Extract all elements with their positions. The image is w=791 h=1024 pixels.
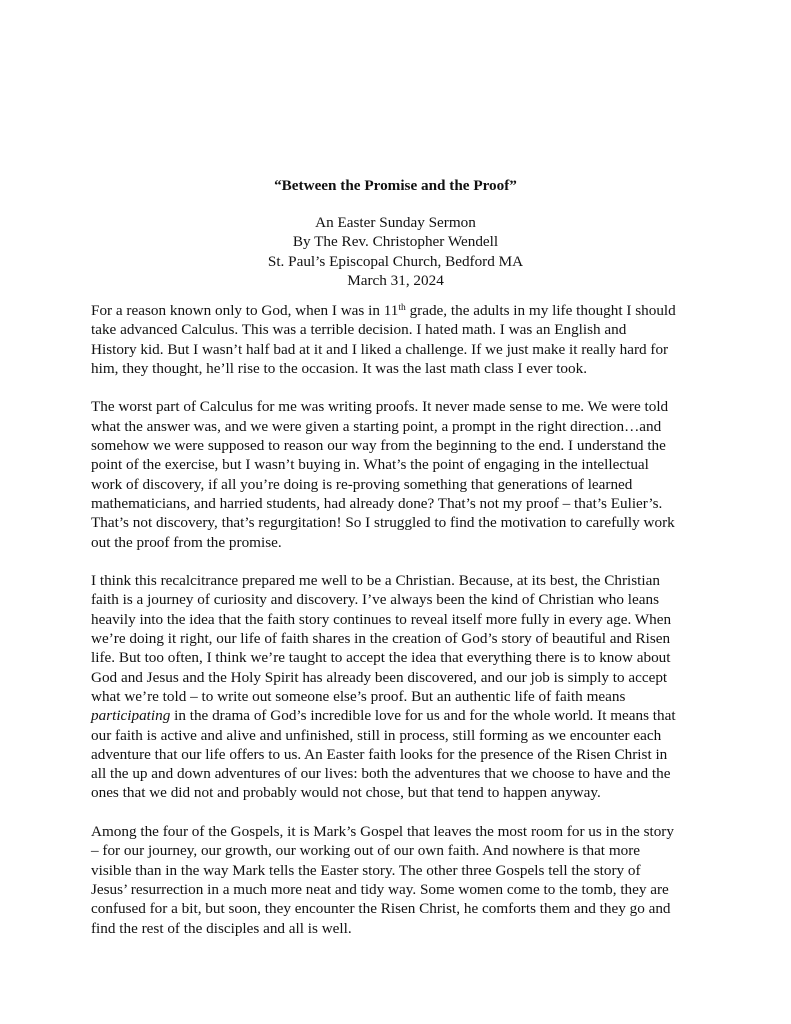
text-line: That’s not discovery, that’s regurgitation! So I struggled to find the motivation to carefully work [91, 514, 675, 532]
text-line: visible than in the way Mark tells the Easter story. The other three Gospels tell the story of [91, 861, 641, 879]
text-line: we’re doing it right, our life of faith shares in the creation of God’s story of beautiful and Risen [91, 630, 671, 648]
text-line: out the proof from the promise. [91, 533, 282, 551]
text-line: ones that we did not and probably would not chose, but that tend to happen anyway. [91, 784, 601, 802]
text-line: work of discovery, if all you’re doing is re-proving something that generations of learned [91, 475, 633, 493]
sermon-author: By The Rev. Christopher Wendell [292, 233, 499, 251]
text-line: The worst part of Calculus for me was writing proofs. It never made sense to me. We were told [91, 398, 669, 416]
sermon-subtitle: An Easter Sunday Sermon [315, 214, 476, 231]
text-line: confused for a bit, but soon, they encounter the Risen Christ, he comforts them and they go and [91, 900, 671, 918]
sermon-church: St. Paul’s Episcopal Church, Bedford MA [267, 252, 524, 270]
text-line: what the answer was, and we were given a starting point, a prompt in the right direction…and [91, 417, 662, 435]
sermon-title: “Between the Promise and the Proof” [274, 177, 517, 194]
text-line: point of the exercise, but I wasn’t buying in. What’s the point of engaging in the intellectual [91, 456, 649, 474]
text-line: Among the four of the Gospels, it is Mark’s Gospel that leaves the most room for us in the story [91, 823, 674, 841]
text-line: faith is a journey of curiosity and discovery. I’ve always been the kind of Christian who leans [91, 591, 659, 609]
paragraph-4 [91, 822, 731, 938]
text-line: life. But too often, I think we’re taught to accept the idea that everything there is to know about [91, 649, 671, 667]
superscript: th [398, 303, 406, 313]
text-line [91, 706, 731, 725]
text-line: mathematicians, and harried students, had already done? That’s not my proof – that’s Eulier’s. [91, 494, 663, 512]
text-line: what we’re told – to write out someone else’s proof. But an authentic life of faith means [91, 687, 626, 705]
text-line: adventure that our life offers to us. An Easter faith looks for the presence of the Risen Christ in [91, 745, 668, 763]
paragraph-2 [91, 397, 731, 551]
text-run: in the drama of God’s incredible love for us and for the whole world. It means that [170, 707, 676, 725]
sermon-meta [0, 213, 791, 290]
paragraph-3 [91, 571, 731, 803]
text-line [91, 301, 731, 320]
italic-emphasis: participating [91, 707, 171, 725]
text-line: – for our journey, our growth, our working out of our own faith. And nowhere is that more [91, 842, 641, 860]
text-line: Jesus’ resurrection in a much more neat and tidy way. Some women come to the tomb, they are [91, 880, 669, 898]
sermon-date: March 31, 2024 [347, 271, 444, 289]
text-line: God and Jesus and the Holy Spirit has already been discovered, and our job is simply to accept [91, 668, 668, 686]
text-line: History kid. But I wasn’t half bad at it and I liked a challenge. If we just make it really hard for [91, 340, 669, 358]
text-line: all the up and down adventures of our lives: both the adventures that we choose to have and the [91, 765, 671, 783]
text-run: For a reason known only to God, when I was in 11 [91, 302, 399, 319]
text-line: our faith is active and alive and unfinished, still in process, still forming as we encounter each [91, 726, 662, 744]
text-line: take advanced Calculus. This was a terrible decision. I hated math. I was an English and [91, 321, 627, 339]
text-run: grade, the adults in my life thought I should [405, 302, 676, 319]
sermon-body [91, 301, 731, 957]
text-line: I think this recalcitrance prepared me well to be a Christian. Because, at its best, the Christian [91, 572, 660, 590]
text-line: heavily into the idea that the faith story continues to reveal itself more fully in every age. When [91, 610, 672, 628]
text-line: find the rest of the disciples and all is well. [91, 919, 352, 937]
text-line: him, they thought, he’ll rise to the occasion. It was the last math class I ever took. [91, 359, 588, 377]
paragraph-1 [91, 301, 731, 378]
text-line: somehow we were supposed to reason our way from the beginning to the end. I understand the [91, 437, 666, 455]
